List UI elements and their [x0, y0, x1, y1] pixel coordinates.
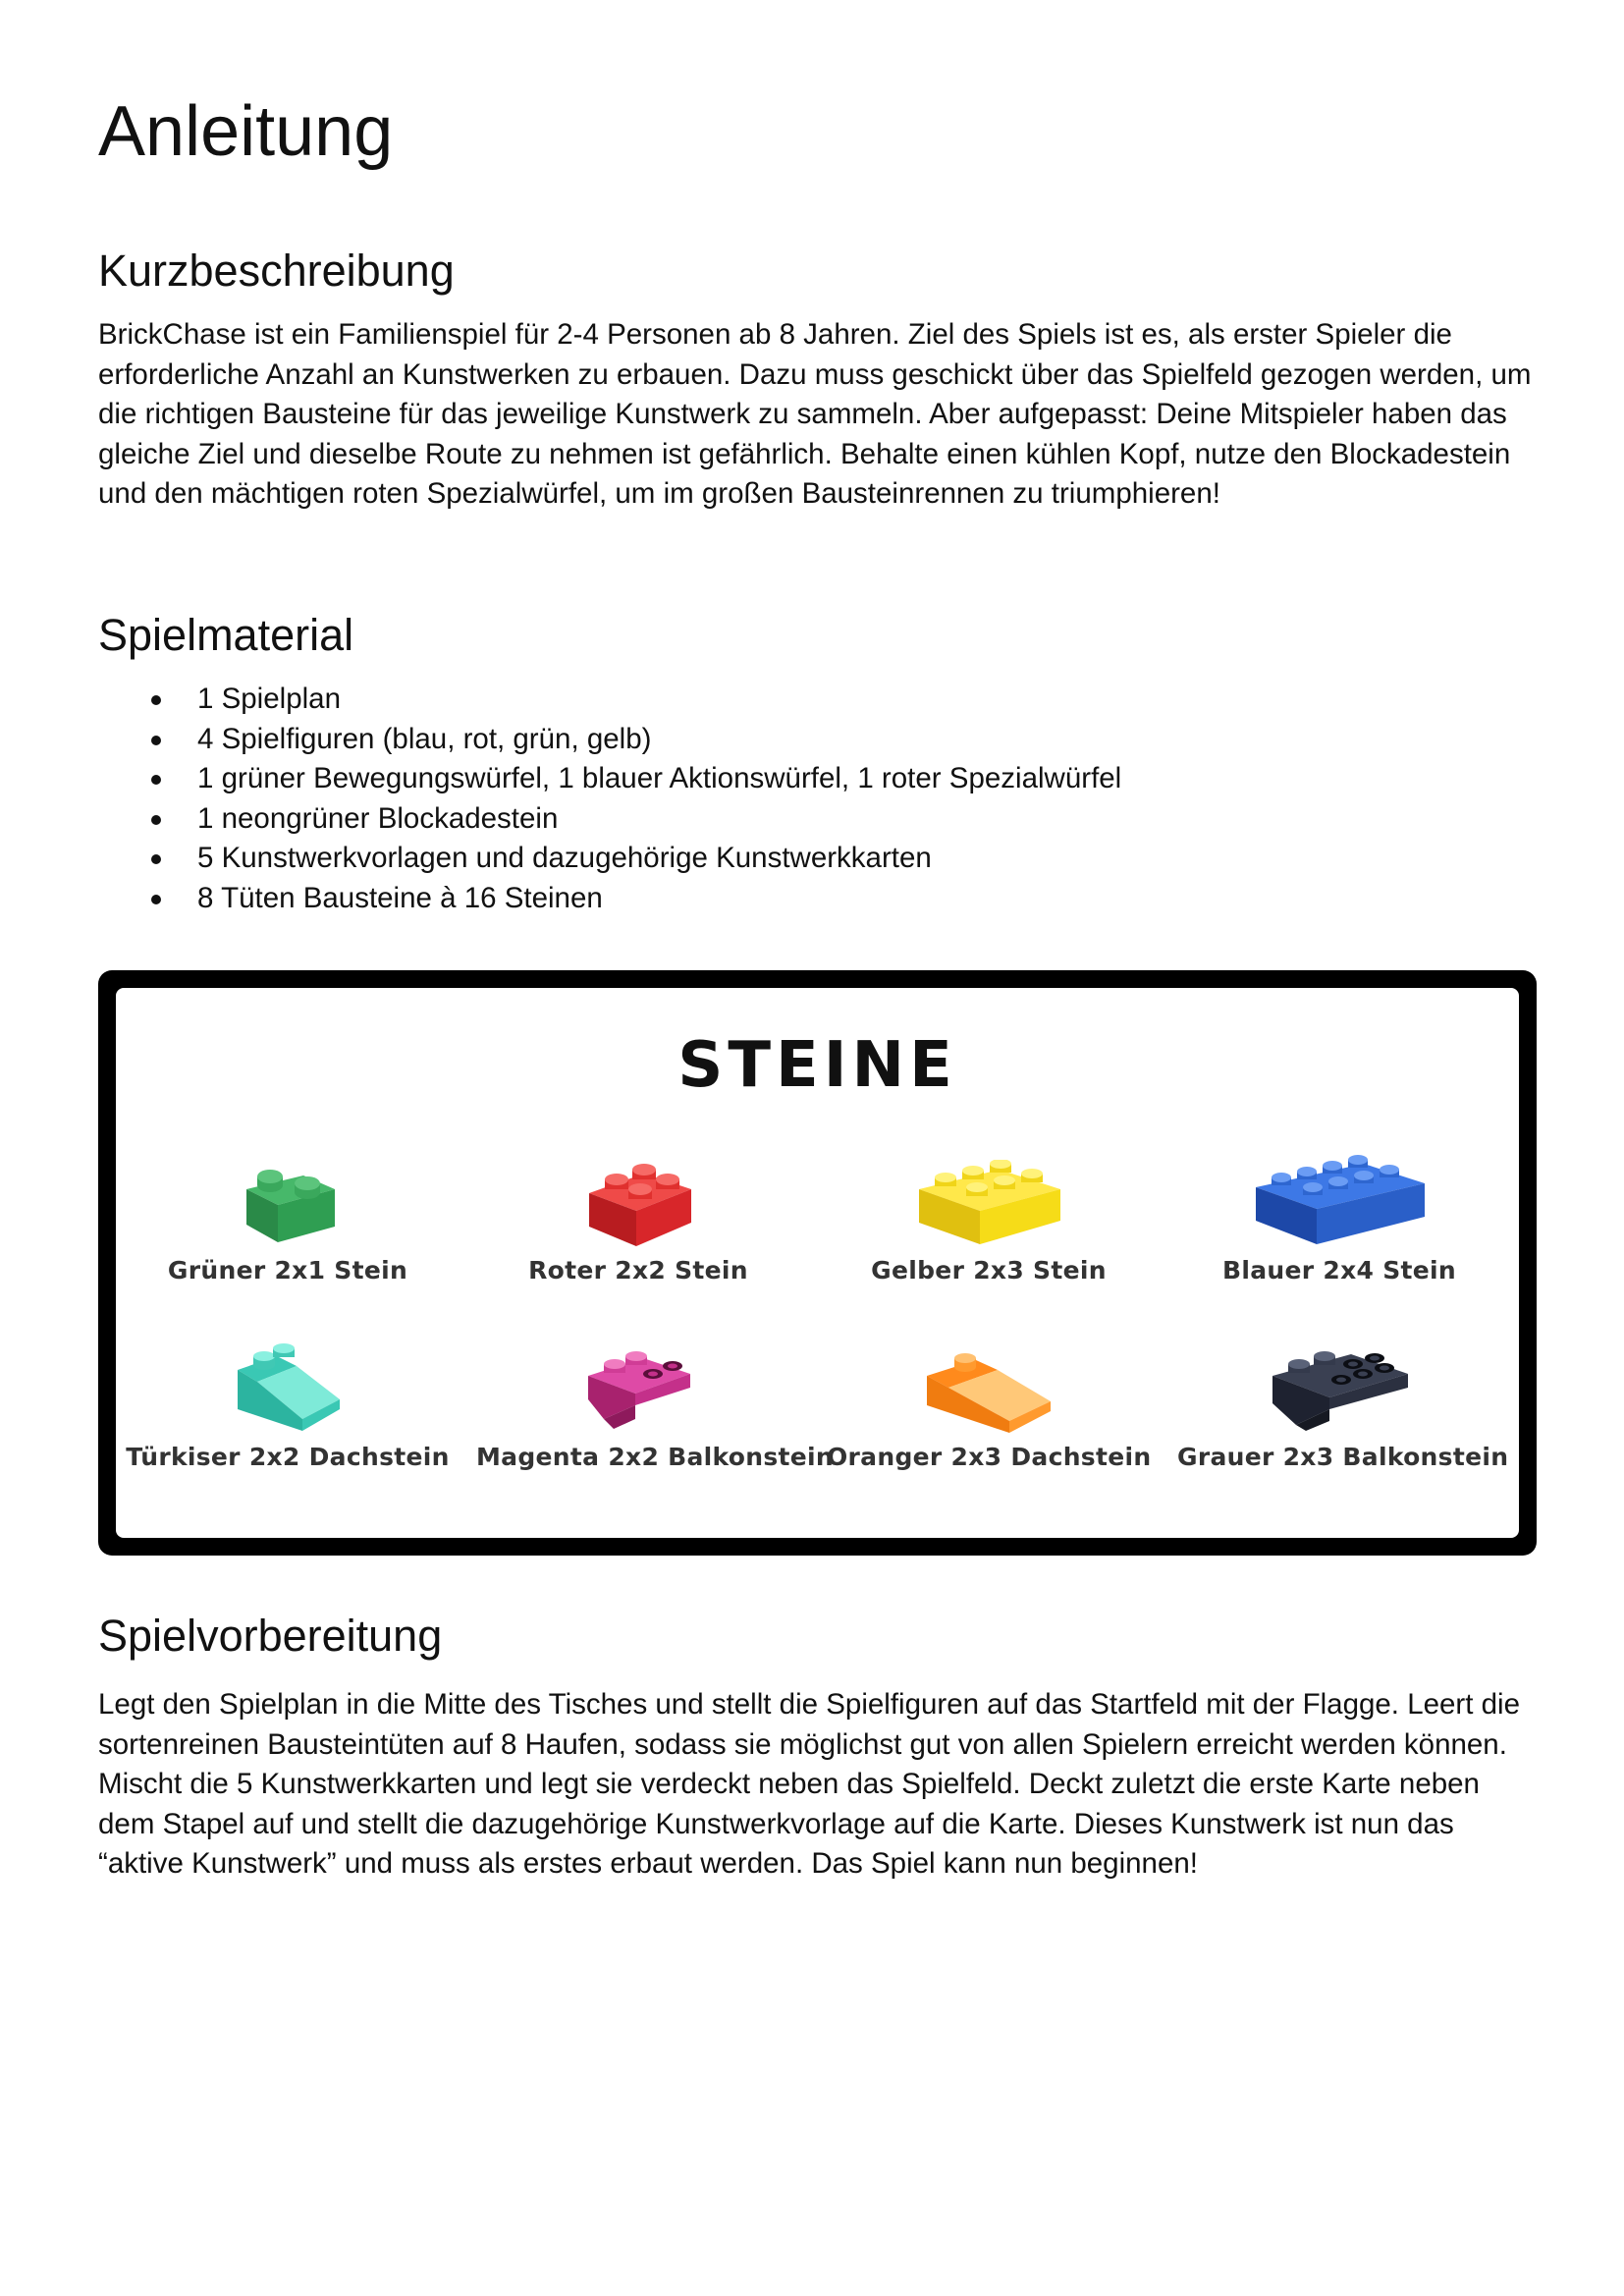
steine-figure: [98, 970, 1537, 1556]
brick-card: [476, 1160, 800, 1285]
brick-card: [827, 1160, 1151, 1285]
page-title: Anleitung: [98, 92, 394, 171]
brick-label: Oranger 2x3 Dachstein: [827, 1443, 1152, 1471]
list-item: 5 Kunstwerkvorlagen und dazugehörige Kunstwerkkarten: [98, 839, 1121, 879]
material-list: [98, 680, 1121, 919]
brick-label: Gelber 2x3 Stein: [871, 1256, 1107, 1285]
brick-card: [476, 1337, 835, 1471]
heading-spielmaterial: Spielmaterial: [98, 610, 354, 660]
brick-card: [126, 1160, 450, 1285]
list-item: 4 Spielfiguren (blau, rot, grün, gelb): [98, 720, 1121, 760]
turquoise-slope-icon: [224, 1337, 352, 1435]
grey-balcony-icon: [1261, 1337, 1418, 1435]
yellow-brick-icon: [905, 1160, 1072, 1248]
brick-label: Blauer 2x4 Stein: [1222, 1256, 1456, 1285]
red-brick-icon: [569, 1160, 707, 1248]
green-brick-icon: [229, 1160, 347, 1248]
list-item: 1 neongrüner Blockadestein: [98, 799, 1121, 840]
steine-title: STEINE: [677, 1029, 957, 1102]
blue-brick-icon: [1246, 1150, 1433, 1248]
orange-slope-icon: [915, 1337, 1062, 1435]
brick-label: Roter 2x2 Stein: [528, 1256, 748, 1285]
list-item: 1 grüner Bewegungswürfel, 1 blauer Aktionswürfel, 1 roter Spezialwürfel: [98, 759, 1121, 799]
kurzbeschreibung-text: BrickChase ist ein Familienspiel für 2-4 Personen ab 8 Jahren. Ziel des Spiels ist es, als erster Spieler die erforderliche Anzahl an Kunstwerken zu erbauen. Dazu muss geschickt über das Spielfeld gezogen werden, um die richtigen Bausteine für das jeweilige Kunstwerk zu sammeln. Aber aufgepasst: Deine Mitspieler haben das gleiche Ziel und dieselbe Route zu nehmen ist gefährlich. Behalte einen kühlen Kopf, nutze den Blockadestein und den mächtigen roten Spezialwürfel, um im großen Bausteinrennen zu triumphieren!: [98, 318, 1532, 511]
brick-label: Türkiser 2x2 Dachstein: [126, 1443, 450, 1471]
brick-card: [1177, 1150, 1501, 1285]
brick-label: Grüner 2x1 Stein: [167, 1256, 408, 1285]
brick-card: [827, 1337, 1151, 1471]
list-item: 1 Spielplan: [98, 680, 1121, 720]
list-item: 8 Tüten Bausteine à 16 Steinen: [98, 879, 1121, 919]
heading-spielvorbereitung: Spielvorbereitung: [98, 1611, 443, 1661]
heading-kurzbeschreibung: Kurzbeschreibung: [98, 246, 455, 296]
brick-card: [126, 1337, 450, 1471]
brick-label: Grauer 2x3 Balkonstein: [1177, 1443, 1509, 1471]
brick-label: Magenta 2x2 Balkonstein: [476, 1443, 835, 1471]
magenta-balcony-icon: [574, 1337, 702, 1435]
steine-panel: [116, 988, 1519, 1538]
brick-card: [1177, 1337, 1509, 1471]
spielvorbereitung-text: Legt den Spielplan in die Mitte des Tisches und stellt die Spielfiguren auf das Startfeld mit der Flagge. Leert die sortenreinen Bausteintüten auf 8 Haufen, sodass sie möglichst gut von allen Spielern erreicht werden können. Mischt die 5 Kunstwerkkarten und legt sie verdeckt neben das Spielfeld. Deckt zuletzt die erste Karte neben dem Stapel auf und stellt die dazugehörige Kunstwerkvorlage auf die Karte. Dieses Kunstwerk ist nun das “aktive Kunstwerk” und muss als erstes erbaut werden. Das Spiel kann nun beginnen!: [98, 1688, 1520, 1881]
